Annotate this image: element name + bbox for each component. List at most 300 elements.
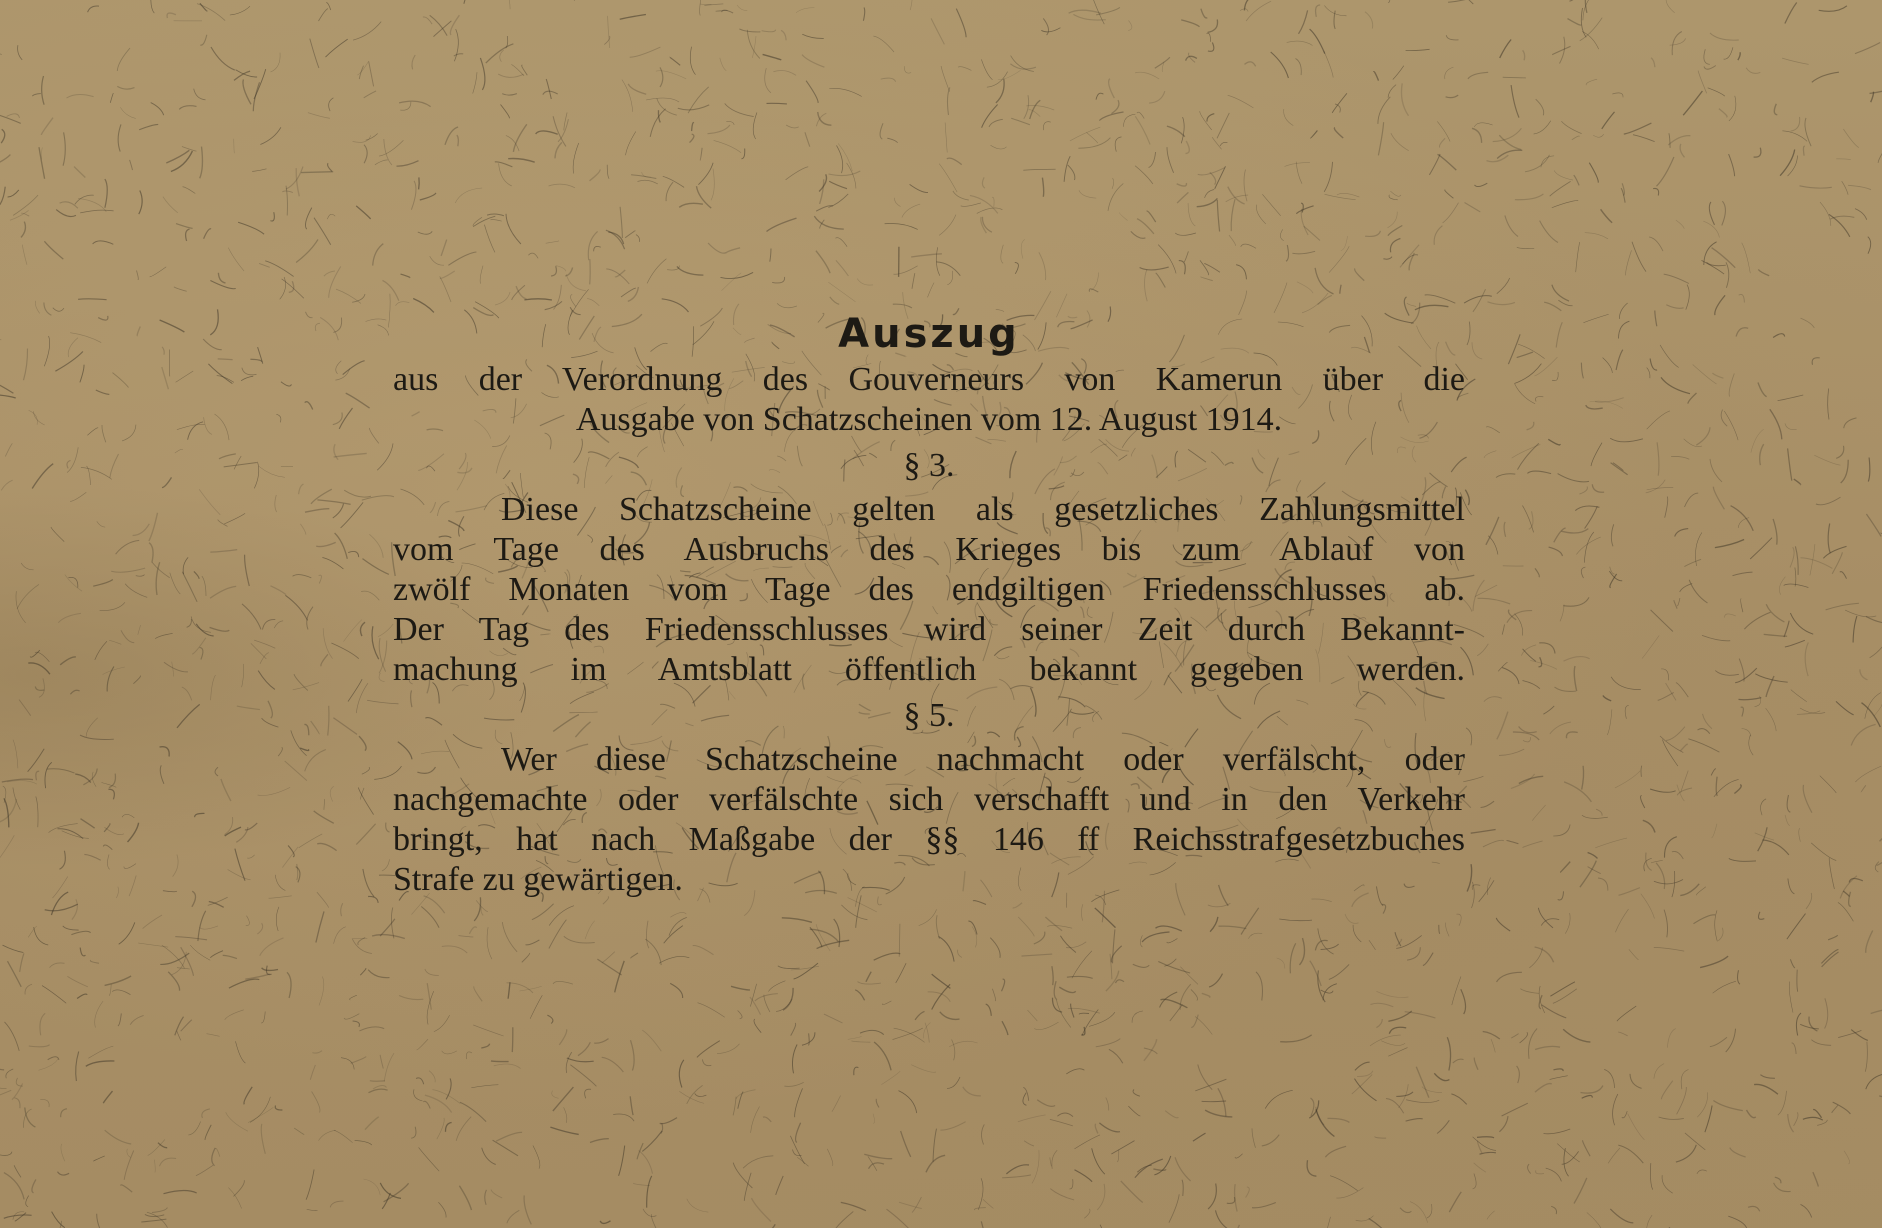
paper-fiber — [1406, 1119, 1423, 1122]
paper-fiber — [1733, 572, 1753, 576]
paper-fiber — [558, 119, 568, 142]
paper-fiber — [986, 1004, 992, 1016]
paper-fiber — [223, 955, 237, 958]
paper-fiber — [894, 1028, 925, 1042]
paper-fiber — [633, 1183, 650, 1186]
paper-fiber — [1202, 993, 1210, 997]
paper-fiber — [1475, 183, 1488, 186]
paper-fiber — [1849, 892, 1851, 907]
paper-fiber — [160, 1158, 177, 1166]
paper-fiber — [566, 274, 586, 290]
paper-fiber — [805, 132, 810, 146]
paper-fiber — [382, 859, 390, 871]
paper-fiber — [369, 534, 383, 558]
paper-fiber — [1060, 936, 1076, 953]
paper-fiber — [1710, 33, 1739, 40]
paper-fiber — [1334, 128, 1343, 138]
paper-fiber — [1608, 1148, 1620, 1163]
paper-fiber — [643, 1209, 656, 1217]
paper-fiber — [578, 1042, 590, 1055]
paper-fiber — [1702, 635, 1730, 640]
paper-fiber — [1812, 358, 1820, 365]
paper-fiber — [109, 774, 116, 788]
paper-fiber — [992, 989, 995, 1001]
paper-fiber — [1474, 1058, 1478, 1070]
paper-fiber — [619, 1146, 625, 1176]
paper-fiber — [111, 568, 145, 572]
paper-fiber — [1544, 1129, 1571, 1134]
paper-fiber — [1712, 824, 1717, 838]
paper-fiber — [1860, 669, 1868, 679]
paper-fiber — [1015, 263, 1019, 274]
paper-fiber — [926, 1155, 945, 1172]
paper-fiber — [423, 17, 432, 24]
paper-fiber — [1696, 427, 1710, 445]
paper-fiber — [939, 215, 956, 236]
paper-fiber — [1165, 1111, 1178, 1118]
paper-fiber — [334, 453, 367, 457]
paper-fiber — [1135, 1159, 1163, 1178]
paper-fiber — [95, 1001, 103, 1028]
paper-fiber — [200, 147, 203, 179]
paper-fiber — [88, 6, 99, 12]
paper-fiber — [1070, 127, 1100, 141]
paper-fiber — [1774, 1183, 1791, 1192]
paper-fiber — [4, 798, 9, 827]
paper-fiber — [546, 241, 559, 243]
paper-fiber — [1474, 1163, 1486, 1172]
paper-fiber — [1407, 303, 1416, 306]
paper-fiber — [1803, 1117, 1823, 1120]
paper-fiber — [1497, 972, 1522, 982]
paper-fiber — [35, 687, 44, 691]
paper-fiber — [1666, 683, 1676, 700]
paper-fiber — [1128, 21, 1132, 31]
paper-fiber — [430, 256, 444, 265]
paper-fiber — [1057, 1000, 1071, 1028]
paper-fiber — [1381, 1041, 1405, 1046]
paper-fiber — [40, 1099, 49, 1107]
paper-fiber — [1205, 190, 1215, 198]
decree-excerpt — [393, 310, 1465, 900]
paper-fiber — [251, 643, 266, 659]
paper-fiber — [1018, 1115, 1046, 1122]
paper-fiber — [202, 1109, 210, 1118]
paper-fiber — [961, 203, 981, 206]
paper-fiber — [1497, 278, 1510, 294]
paper-fiber — [1654, 947, 1684, 951]
paper-fiber — [636, 235, 640, 242]
paper-fiber — [110, 93, 113, 103]
paper-fiber — [0, 1152, 12, 1156]
paper-fiber — [646, 921, 648, 949]
paper-fiber — [1326, 1217, 1331, 1228]
paper-fiber — [1502, 624, 1504, 634]
paper-fiber — [169, 350, 170, 377]
paper-fiber — [112, 990, 130, 995]
paper-fiber — [1764, 634, 1787, 636]
paper-fiber — [1220, 142, 1227, 146]
paper-fiber — [524, 1195, 531, 1224]
paper-fiber — [499, 163, 512, 186]
paper-fiber — [1279, 919, 1312, 921]
paper-fiber — [1021, 239, 1025, 258]
paper-fiber — [459, 1186, 471, 1210]
paper-fiber — [491, 1061, 509, 1062]
paper-fiber — [1299, 10, 1308, 33]
paper-fiber — [660, 67, 663, 87]
paper-fiber — [175, 1017, 184, 1036]
paper-fiber — [1554, 1069, 1564, 1071]
paper-fiber — [373, 244, 384, 266]
paper-fiber — [1116, 980, 1125, 983]
paper-fiber — [228, 869, 251, 879]
paper-fiber — [60, 657, 76, 665]
paper-fiber — [1708, 88, 1725, 96]
paper-fiber — [936, 915, 939, 939]
paper-fiber — [3, 945, 24, 952]
paper-fiber — [590, 1139, 609, 1143]
paper-fiber — [642, 1131, 662, 1152]
paper-fiber — [1560, 605, 1564, 622]
paper-fiber — [210, 586, 236, 598]
paper-fiber — [218, 273, 225, 283]
paper-fiber — [200, 647, 203, 659]
paper-fiber — [1715, 540, 1744, 548]
paper-fiber — [553, 981, 573, 984]
paper-fiber — [1167, 939, 1178, 943]
paper-fiber — [39, 678, 44, 697]
paper-fiber — [1579, 487, 1587, 495]
paper-fiber — [296, 239, 318, 262]
paper-fiber — [1560, 862, 1570, 873]
paper-fiber — [379, 140, 403, 156]
paper-fiber — [454, 29, 458, 61]
paper-fiber — [820, 179, 824, 204]
paper-fiber — [1496, 474, 1515, 478]
paper-fiber — [1610, 438, 1643, 442]
paper-fiber — [1861, 785, 1866, 792]
paper-fiber — [887, 138, 897, 143]
paper-fiber — [171, 151, 193, 171]
paper-fiber — [1748, 1206, 1760, 1211]
paper-fiber — [687, 1085, 703, 1103]
paper-fiber — [1587, 1212, 1605, 1228]
paper-fiber — [280, 277, 286, 299]
paragraph-line: Diese Schatzscheine gelten als gesetzliches Zahlungsmittel — [501, 491, 1465, 528]
paper-fiber — [1613, 463, 1624, 471]
paper-fiber — [16, 591, 26, 623]
paper-fiber — [1471, 830, 1496, 834]
paper-fiber — [1445, 923, 1449, 937]
paper-fiber — [254, 462, 258, 489]
paper-fiber — [32, 94, 41, 97]
paper-fiber — [80, 210, 113, 213]
paper-fiber — [1310, 961, 1321, 986]
paper-fiber — [1557, 1144, 1580, 1162]
paper-fiber — [1081, 904, 1082, 920]
paper-fiber — [288, 846, 294, 857]
paper-fiber — [334, 1130, 353, 1143]
paper-fiber — [1177, 183, 1187, 186]
paper-fiber — [62, 831, 89, 839]
paper-fiber — [1376, 991, 1408, 997]
paper-fiber — [148, 1140, 165, 1156]
paper-fiber — [1585, 506, 1598, 528]
paper-fiber — [802, 34, 824, 38]
paper-fiber — [1286, 245, 1289, 261]
paper-fiber — [177, 1031, 181, 1041]
paper-fiber — [208, 364, 232, 384]
paper-fiber — [473, 72, 477, 93]
paper-fiber — [796, 1123, 801, 1143]
paper-fiber — [269, 896, 292, 898]
paper-fiber — [1072, 951, 1092, 979]
paper-fiber — [143, 915, 162, 929]
paper-fiber — [1355, 1062, 1370, 1070]
paper-fiber — [285, 761, 307, 781]
paper-fiber — [573, 143, 579, 174]
paper-fiber — [360, 969, 366, 976]
paper-fiber — [348, 551, 359, 557]
paper-fiber — [1336, 1188, 1363, 1198]
paper-fiber — [118, 1013, 121, 1026]
paper-fiber — [308, 113, 330, 119]
paper-fiber — [423, 1101, 430, 1108]
paper-fiber — [1676, 683, 1688, 697]
paper-fiber — [162, 347, 164, 355]
paper-fiber — [743, 1156, 773, 1168]
paper-fiber — [1750, 538, 1772, 559]
paper-fiber — [1096, 93, 1103, 99]
paper-fiber — [646, 98, 679, 102]
paper-fiber — [1705, 1106, 1712, 1133]
paper-fiber — [1535, 568, 1539, 577]
paper-fiber — [1592, 484, 1604, 492]
paper-fiber — [1039, 252, 1046, 280]
paper-fiber — [1491, 1039, 1495, 1052]
paper-fiber — [396, 302, 410, 306]
paper-fiber — [1499, 749, 1524, 755]
paper-fiber — [1188, 203, 1195, 226]
paper-fiber — [0, 187, 5, 205]
paper-fiber — [750, 997, 761, 1015]
paper-fiber — [1536, 99, 1544, 115]
paper-fiber — [4, 1215, 32, 1218]
paper-fiber — [117, 48, 130, 71]
paper-fiber — [1106, 1098, 1109, 1111]
paper-fiber — [1712, 373, 1723, 378]
paper-fiber — [896, 963, 906, 983]
paper-fiber — [1688, 393, 1697, 404]
paper-fiber — [275, 495, 277, 512]
paper-fiber — [333, 718, 357, 735]
paper-fiber — [194, 571, 199, 578]
paper-fiber — [210, 627, 230, 631]
paper-fiber — [1169, 1194, 1179, 1222]
paper-fiber — [1193, 1133, 1206, 1141]
paper-fiber — [1374, 72, 1379, 81]
paper-fiber — [1812, 72, 1839, 82]
paper-fiber — [253, 82, 259, 111]
paper-fiber — [1092, 1148, 1105, 1174]
paper-fiber — [1522, 506, 1533, 533]
paper-fiber — [945, 123, 947, 153]
paper-fiber — [1800, 186, 1832, 188]
paper-fiber — [149, 513, 158, 541]
paper-fiber — [1661, 669, 1668, 680]
paper-fiber — [1340, 285, 1341, 294]
paper-fiber — [1681, 1070, 1688, 1090]
paper-fiber — [1561, 121, 1581, 133]
paper-fiber — [311, 489, 332, 504]
paper-fiber — [260, 653, 269, 664]
paper-fiber — [1536, 1170, 1544, 1173]
paper-fiber — [133, 676, 140, 684]
paper-fiber — [702, 1059, 711, 1065]
paper-fiber — [1788, 448, 1792, 480]
paper-fiber — [669, 917, 687, 935]
paper-fiber — [587, 299, 599, 306]
paper-fiber — [1647, 487, 1674, 490]
paper-fiber — [34, 927, 49, 945]
paper-fiber — [1800, 1024, 1819, 1029]
paper-fiber — [1535, 397, 1543, 402]
paper-fiber — [567, 1058, 594, 1062]
paper-fiber — [932, 974, 951, 988]
paper-fiber — [1156, 926, 1182, 931]
paper-fiber — [15, 1213, 26, 1222]
paper-fiber — [67, 447, 78, 472]
paper-fiber — [314, 811, 334, 823]
paper-fiber — [836, 238, 848, 247]
paper-fiber — [755, 994, 778, 1001]
paper-fiber — [78, 198, 106, 211]
paper-fiber — [245, 823, 257, 830]
paper-fiber — [1593, 134, 1604, 137]
paper-fiber — [551, 266, 556, 276]
paper-fiber — [300, 524, 306, 535]
paper-fiber — [1323, 984, 1337, 1001]
paper-fiber — [904, 66, 911, 73]
paper-fiber — [858, 982, 881, 985]
paper-fiber — [197, 4, 225, 21]
paper-fiber — [1758, 827, 1767, 851]
paper-fiber — [268, 701, 272, 718]
paper-fiber — [1698, 71, 1707, 94]
paper-fiber — [1204, 263, 1220, 272]
paper-fiber — [1034, 1022, 1058, 1029]
paper-fiber — [80, 735, 114, 739]
paper-fiber — [1843, 129, 1858, 148]
paper-fiber — [1445, 67, 1454, 79]
paper-fiber — [1696, 887, 1706, 895]
paper-fiber — [1618, 1145, 1643, 1163]
paper-fiber — [1296, 162, 1302, 184]
paper-fiber — [471, 1085, 498, 1088]
paper-fiber — [1747, 1110, 1756, 1118]
paper-fiber — [474, 897, 480, 921]
paper-fiber — [1805, 643, 1808, 677]
paper-fiber — [1715, 671, 1739, 676]
paper-fiber — [486, 44, 514, 63]
paper-fiber — [1731, 506, 1754, 531]
paper-fiber — [1262, 1135, 1279, 1146]
paper-fiber — [257, 923, 262, 934]
paper-fiber — [1574, 175, 1579, 185]
paper-fiber — [205, 1125, 211, 1140]
paper-fiber — [261, 1012, 265, 1023]
paper-fiber — [1229, 235, 1236, 246]
paper-fiber — [293, 575, 312, 578]
paper-fiber — [1619, 888, 1640, 896]
paper-fiber — [1002, 1175, 1031, 1178]
paper-fiber — [1175, 1157, 1191, 1181]
paper-fiber — [68, 338, 78, 357]
paragraph-line: nachgemachte oder verfälschte sich verschafft und in den Verkehr — [393, 781, 1465, 818]
paper-fiber — [1186, 141, 1190, 154]
paper-fiber — [1534, 121, 1551, 134]
paper-fiber — [192, 638, 206, 654]
paper-fiber — [1738, 52, 1740, 60]
paper-fiber — [119, 922, 135, 944]
paper-fiber — [899, 1091, 917, 1114]
paper-fiber — [1217, 113, 1229, 138]
paper-fiber — [1202, 1101, 1227, 1102]
section-3-paragraph — [393, 490, 1465, 690]
paper-fiber — [795, 1088, 803, 1117]
paper-fiber — [1668, 136, 1690, 145]
paper-fiber — [1304, 226, 1320, 240]
paper-fiber — [1832, 1105, 1838, 1112]
paper-fiber — [1686, 285, 1690, 310]
paper-fiber — [84, 854, 100, 860]
paper-fiber — [1180, 967, 1198, 985]
paper-fiber — [294, 1128, 304, 1135]
paper-fiber — [1650, 1163, 1652, 1190]
paper-fiber — [218, 359, 233, 360]
paper-fiber — [547, 1015, 553, 1023]
paper-fiber — [899, 924, 900, 957]
paper-fiber — [1778, 395, 1804, 401]
paper-fiber — [341, 1058, 354, 1070]
paper-fiber — [203, 339, 222, 350]
paper-fiber — [1147, 211, 1156, 222]
paper-fiber — [664, 926, 683, 944]
paper-fiber — [56, 210, 76, 217]
paper-fiber — [864, 1154, 892, 1158]
paper-fiber — [781, 30, 786, 40]
paper-fiber — [1452, 977, 1461, 1006]
paper-fiber — [174, 287, 187, 292]
paper-fiber — [1517, 352, 1533, 358]
paper-fiber — [894, 266, 918, 274]
paper-fiber — [1535, 1046, 1560, 1049]
paper-fiber — [1836, 446, 1844, 459]
paper-fiber — [1365, 231, 1380, 237]
paper-fiber — [1135, 166, 1153, 184]
paper-fiber — [1613, 1094, 1618, 1125]
paper-fiber — [1816, 497, 1841, 505]
paper-fiber — [1845, 610, 1876, 617]
paper-fiber — [1642, 635, 1659, 658]
paper-fiber — [1045, 917, 1062, 931]
paper-fiber — [90, 960, 99, 963]
paper-fiber — [448, 252, 476, 265]
paper-fiber — [316, 911, 324, 942]
paper-fiber — [1473, 289, 1486, 312]
paper-fiber — [1739, 698, 1762, 700]
